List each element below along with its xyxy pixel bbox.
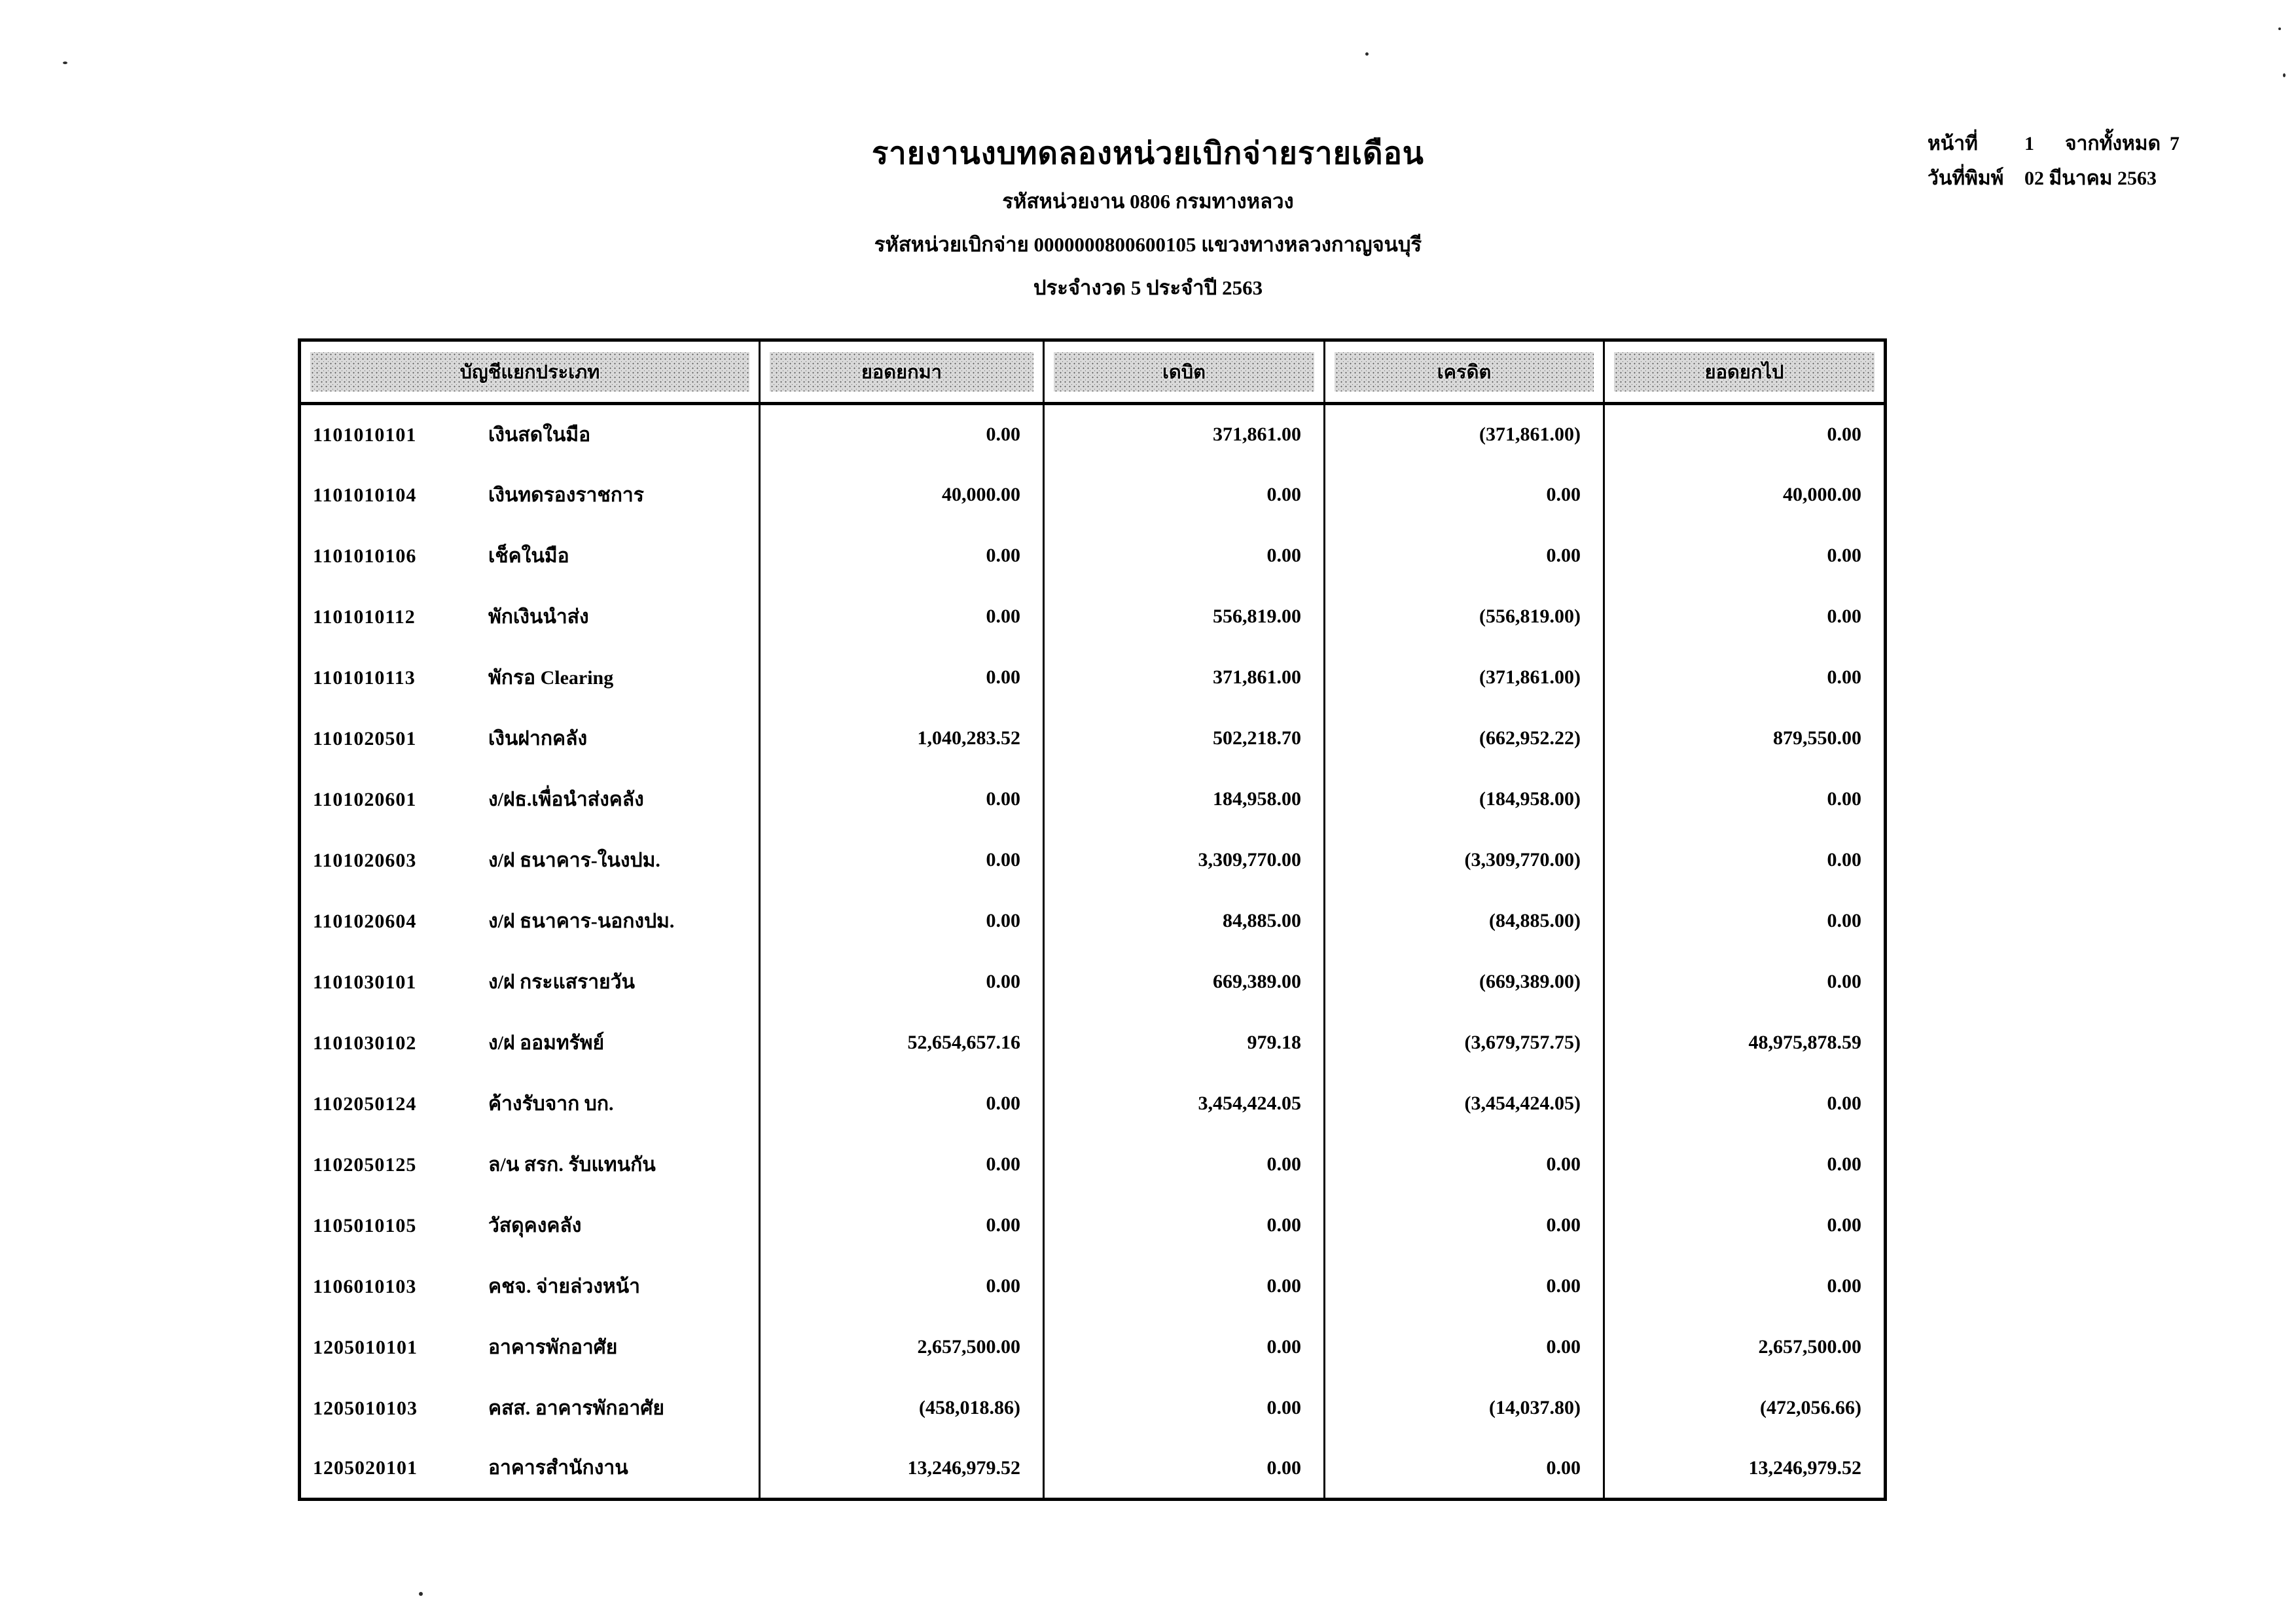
credit-amount: (669,389.00): [1479, 971, 1581, 992]
opening-balance: 0.00: [986, 605, 1020, 627]
account-cell: [300, 891, 760, 952]
account-code: 1102050124: [313, 1092, 417, 1115]
credit-amount-cell: [1325, 952, 1604, 1013]
account-cell: [300, 647, 760, 708]
debit-amount: 0.00: [1266, 1153, 1301, 1175]
closing-balance-cell: [1604, 1317, 1886, 1378]
closing-balance-cell: [1604, 1134, 1886, 1195]
debit-amount: 0.00: [1266, 1397, 1301, 1418]
scan-speck: [2283, 73, 2286, 77]
agency-code-line: รหัสหน่วยงาน 0806 กรมทางหลวง: [1002, 190, 1294, 213]
debit-amount: 0.00: [1266, 1456, 1301, 1479]
account-code: 1101020604: [313, 910, 417, 932]
closing-balance: 0.00: [1827, 424, 1861, 446]
opening-balance: 0.00: [986, 545, 1020, 566]
credit-amount-cell: [1325, 1195, 1604, 1256]
debit-amount: 0.00: [1266, 545, 1301, 566]
debit-amount-cell: [1044, 465, 1325, 526]
account-name: ง/ฝ ธนาคาร-นอกงปม.: [488, 910, 675, 932]
opening-balance: 0.00: [986, 849, 1020, 871]
table-row: [300, 1439, 1886, 1500]
closing-balance: 0.00: [1827, 605, 1861, 627]
credit-amount: (84,885.00): [1489, 910, 1581, 931]
table-row: [300, 1317, 1886, 1378]
credit-amount: (371,861.00): [1479, 424, 1581, 446]
closing-balance-cell: [1604, 1195, 1886, 1256]
opening-balance-cell: [760, 1074, 1044, 1134]
credit-amount-cell: [1325, 647, 1604, 708]
table-row: [300, 586, 1886, 647]
table-header-row: [300, 340, 1886, 404]
account-code: 1101010106: [313, 545, 417, 567]
account-cell: [300, 1378, 760, 1439]
account-code: 1205020101: [313, 1457, 418, 1479]
account-name: เช็คในมือ: [488, 545, 569, 567]
account-name: พักเงินนำส่ง: [488, 605, 589, 628]
account-cell: [300, 1317, 760, 1378]
credit-amount-cell: [1325, 1317, 1604, 1378]
closing-balance: 0.00: [1827, 1092, 1861, 1114]
closing-balance-cell: [1604, 1439, 1886, 1500]
account-code: 1101020501: [313, 727, 417, 749]
debit-amount-cell: [1044, 647, 1325, 708]
opening-balance: 0.00: [986, 1214, 1020, 1236]
debit-amount: 556,819.00: [1213, 605, 1301, 627]
credit-amount-cell: [1325, 1134, 1604, 1195]
account-cell: [300, 952, 760, 1013]
page-info: [1928, 128, 2242, 198]
account-name: วัสดุคงคลัง: [488, 1214, 582, 1236]
table-row: [300, 1256, 1886, 1317]
account-cell: [300, 465, 760, 526]
account-code: 1106010103: [313, 1275, 417, 1297]
scan-speck: [419, 1592, 423, 1596]
column-header-debit: เดบิต: [1054, 352, 1314, 391]
table-row: [300, 952, 1886, 1013]
closing-balance-cell: [1604, 830, 1886, 891]
credit-amount: 0.00: [1546, 1275, 1581, 1297]
account-code: 1102050125: [313, 1153, 417, 1176]
table-body: [300, 404, 1886, 1500]
opening-balance: 0.00: [986, 910, 1020, 931]
opening-balance-cell: [760, 1195, 1044, 1256]
page-number-label: หน้าที่: [1928, 133, 1978, 154]
closing-balance-cell: [1604, 1074, 1886, 1134]
opening-balance-cell: [760, 1439, 1044, 1500]
account-cell: [300, 830, 760, 891]
opening-balance-cell: [760, 1378, 1044, 1439]
credit-amount: 0.00: [1546, 1214, 1581, 1236]
closing-balance: 0.00: [1827, 788, 1861, 810]
account-cell: [300, 404, 760, 465]
credit-amount: 0.00: [1546, 1153, 1581, 1175]
table-row: [300, 891, 1886, 952]
account-code: 1101010101: [313, 424, 417, 446]
debit-amount-cell: [1044, 708, 1325, 769]
debit-amount: 3,309,770.00: [1198, 849, 1301, 871]
debit-amount: 3,454,424.05: [1198, 1092, 1301, 1114]
closing-balance: 879,550.00: [1773, 727, 1861, 749]
column-header-opening-balance: ยอดยกมา: [770, 352, 1033, 391]
print-date-label: วันที่พิมพ์: [1928, 168, 2004, 189]
credit-amount: (3,454,424.05): [1464, 1092, 1581, 1114]
opening-balance-cell: [760, 1256, 1044, 1317]
closing-balance: 0.00: [1827, 971, 1861, 992]
table-row: [300, 1378, 1886, 1439]
credit-amount: 0.00: [1546, 484, 1581, 505]
opening-balance: 2,657,500.00: [917, 1336, 1020, 1358]
credit-amount: 0.00: [1546, 1456, 1581, 1479]
credit-amount-cell: [1325, 1378, 1604, 1439]
trial-balance-table: [298, 338, 1887, 1501]
credit-amount-cell: [1325, 526, 1604, 586]
closing-balance: 48,975,878.59: [1748, 1032, 1861, 1053]
debit-amount: 0.00: [1266, 1214, 1301, 1236]
opening-balance-cell: [760, 769, 1044, 830]
credit-amount: 0.00: [1546, 545, 1581, 566]
column-header-credit: เครดิต: [1335, 352, 1594, 391]
credit-amount-cell: [1325, 708, 1604, 769]
debit-amount-cell: [1044, 1256, 1325, 1317]
opening-balance-cell: [760, 891, 1044, 952]
opening-balance: 0.00: [986, 971, 1020, 992]
report-title: รายงานงบทดลองหน่วยเบิกจ่ายรายเดือน: [872, 137, 1424, 171]
opening-balance: 1,040,283.52: [917, 727, 1020, 749]
debit-amount-cell: [1044, 830, 1325, 891]
account-name: เงินฝากคลัง: [488, 727, 588, 749]
account-name: คชจ. จ่ายล่วงหน้า: [488, 1275, 641, 1297]
account-cell: [300, 1439, 760, 1500]
account-cell: [300, 586, 760, 647]
account-name: อาคารพักอาศัย: [488, 1336, 618, 1358]
closing-balance: 13,246,979.52: [1748, 1456, 1861, 1479]
scan-speck: [2278, 27, 2281, 30]
credit-amount-cell: [1325, 586, 1604, 647]
closing-balance-cell: [1604, 1378, 1886, 1439]
debit-amount: 502,218.70: [1213, 727, 1301, 749]
opening-balance-cell: [760, 465, 1044, 526]
debit-amount: 84,885.00: [1223, 910, 1301, 931]
account-name: ง/ฝธ.เพื่อนำส่งคลัง: [488, 788, 644, 810]
credit-amount-cell: [1325, 1256, 1604, 1317]
closing-balance: 0.00: [1827, 1153, 1861, 1175]
table-row: [300, 526, 1886, 586]
account-code: 1101020603: [313, 849, 417, 871]
account-cell: [300, 769, 760, 830]
account-cell: [300, 1134, 760, 1195]
opening-balance-cell: [760, 1317, 1044, 1378]
account-name: ง/ฝ กระแสรายวัน: [488, 971, 635, 993]
period-line: ประจำงวด 5 ประจำปี 2563: [1033, 276, 1263, 299]
opening-balance-cell: [760, 708, 1044, 769]
account-cell: [300, 526, 760, 586]
opening-balance: 0.00: [986, 666, 1020, 688]
total-pages-value: 7: [2170, 133, 2179, 154]
debit-amount: 0.00: [1266, 484, 1301, 505]
debit-amount-cell: [1044, 404, 1325, 465]
scan-speck: [1365, 52, 1369, 56]
closing-balance-cell: [1604, 1013, 1886, 1074]
closing-balance: (472,056.66): [1760, 1397, 1861, 1418]
credit-amount-cell: [1325, 404, 1604, 465]
closing-balance: 2,657,500.00: [1758, 1336, 1861, 1358]
closing-balance: 0.00: [1827, 849, 1861, 871]
account-code: 1101010112: [313, 605, 416, 628]
opening-balance: 0.00: [986, 1092, 1020, 1114]
closing-balance: 0.00: [1827, 1275, 1861, 1297]
debit-amount-cell: [1044, 1074, 1325, 1134]
credit-amount-cell: [1325, 891, 1604, 952]
closing-balance-cell: [1604, 891, 1886, 952]
table-row: [300, 1074, 1886, 1134]
opening-balance-cell: [760, 1013, 1044, 1074]
account-name: ง/ฝ ออมทรัพย์: [488, 1032, 605, 1054]
closing-balance: 0.00: [1827, 1214, 1861, 1236]
opening-balance: (458,018.86): [919, 1397, 1020, 1418]
debit-amount-cell: [1044, 1134, 1325, 1195]
debit-amount: 979.18: [1247, 1032, 1301, 1053]
opening-balance-cell: [760, 526, 1044, 586]
closing-balance-cell: [1604, 586, 1886, 647]
scan-speck: [63, 62, 67, 64]
closing-balance-cell: [1604, 1256, 1886, 1317]
account-code: 1101030102: [313, 1032, 417, 1054]
opening-balance: 40,000.00: [942, 484, 1020, 505]
debit-amount-cell: [1044, 1317, 1325, 1378]
opening-balance: 13,246,979.52: [907, 1456, 1020, 1479]
opening-balance-cell: [760, 404, 1044, 465]
opening-balance: 0.00: [986, 1153, 1020, 1175]
disbursement-unit-line: รหัสหน่วยเบิกจ่าย 0000000800600105 แขวงทางหลวงกาญจนบุรี: [874, 233, 1422, 256]
closing-balance-cell: [1604, 769, 1886, 830]
account-code: 1101030101: [313, 971, 417, 993]
debit-amount-cell: [1044, 952, 1325, 1013]
debit-amount-cell: [1044, 1013, 1325, 1074]
account-name: คสส. อาคารพักอาศัย: [488, 1397, 665, 1419]
credit-amount: (184,958.00): [1479, 788, 1581, 810]
debit-amount-cell: [1044, 1439, 1325, 1500]
account-code: 1101010113: [313, 666, 416, 689]
debit-amount-cell: [1044, 586, 1325, 647]
closing-balance-cell: [1604, 526, 1886, 586]
debit-amount-cell: [1044, 1378, 1325, 1439]
account-name: ง/ฝ ธนาคาร-ในงปม.: [488, 849, 660, 871]
debit-amount: 184,958.00: [1213, 788, 1301, 810]
table-row: [300, 708, 1886, 769]
closing-balance-cell: [1604, 708, 1886, 769]
account-name: เงินสดในมือ: [488, 424, 591, 446]
account-cell: [300, 1256, 760, 1317]
closing-balance: 0.00: [1827, 666, 1861, 688]
opening-balance-cell: [760, 830, 1044, 891]
column-header-closing-balance: ยอดยกไป: [1614, 352, 1874, 391]
debit-amount: 371,861.00: [1213, 424, 1301, 446]
account-code: 1105010105: [313, 1214, 417, 1236]
debit-amount-cell: [1044, 891, 1325, 952]
table-row: [300, 1195, 1886, 1256]
table-row: [300, 647, 1886, 708]
debit-amount-cell: [1044, 526, 1325, 586]
credit-amount: (3,679,757.75): [1464, 1032, 1581, 1053]
debit-amount-cell: [1044, 769, 1325, 830]
account-name: อาคารสำนักงาน: [488, 1457, 628, 1479]
closing-balance-cell: [1604, 647, 1886, 708]
opening-balance: 52,654,657.16: [907, 1032, 1020, 1053]
account-code: 1101010104: [313, 484, 417, 506]
table-row: [300, 1134, 1886, 1195]
print-date-row: [1928, 163, 2242, 198]
table-row: [300, 1013, 1886, 1074]
closing-balance: 40,000.00: [1783, 484, 1861, 505]
account-cell: [300, 1195, 760, 1256]
debit-amount-cell: [1044, 1195, 1325, 1256]
credit-amount: (14,037.80): [1489, 1397, 1581, 1418]
opening-balance-cell: [760, 647, 1044, 708]
credit-amount-cell: [1325, 1013, 1604, 1074]
table-row: [300, 769, 1886, 830]
credit-amount: 0.00: [1546, 1336, 1581, 1358]
credit-amount: (371,861.00): [1479, 666, 1581, 688]
opening-balance: 0.00: [986, 788, 1020, 810]
opening-balance: 0.00: [986, 424, 1020, 446]
credit-amount-cell: [1325, 830, 1604, 891]
credit-amount: (556,819.00): [1479, 605, 1581, 627]
account-code: 1205010103: [313, 1397, 418, 1419]
closing-balance: 0.00: [1827, 910, 1861, 931]
credit-amount-cell: [1325, 1074, 1604, 1134]
account-cell: [300, 708, 760, 769]
account-name: ล/น สรก. รับแทนกัน: [488, 1153, 656, 1176]
opening-balance-cell: [760, 1134, 1044, 1195]
account-name: เงินทดรองราชการ: [488, 484, 644, 506]
table-row: [300, 830, 1886, 891]
closing-balance-cell: [1604, 465, 1886, 526]
credit-amount: (3,309,770.00): [1464, 849, 1581, 871]
debit-amount: 669,389.00: [1213, 971, 1301, 992]
account-name: พักรอ Clearing: [488, 666, 614, 689]
table-row: [300, 404, 1886, 465]
opening-balance: 0.00: [986, 1275, 1020, 1297]
total-pages-label: จากทั้งหมด: [2065, 133, 2161, 154]
debit-amount: 0.00: [1266, 1275, 1301, 1297]
credit-amount-cell: [1325, 465, 1604, 526]
column-header-account: บัญชีแยกประเภท: [310, 352, 749, 391]
debit-amount: 371,861.00: [1213, 666, 1301, 688]
credit-amount: (662,952.22): [1479, 727, 1581, 749]
closing-balance: 0.00: [1827, 545, 1861, 566]
account-cell: [300, 1074, 760, 1134]
opening-balance-cell: [760, 952, 1044, 1013]
account-code: 1101020601: [313, 788, 417, 810]
account-code: 1205010101: [313, 1336, 418, 1358]
opening-balance-cell: [760, 586, 1044, 647]
table-row: [300, 465, 1886, 526]
debit-amount: 0.00: [1266, 1336, 1301, 1358]
print-date-value: 02 มีนาคม 2563: [2024, 168, 2157, 189]
account-cell: [300, 1013, 760, 1074]
credit-amount-cell: [1325, 769, 1604, 830]
credit-amount-cell: [1325, 1439, 1604, 1500]
closing-balance-cell: [1604, 952, 1886, 1013]
closing-balance-cell: [1604, 404, 1886, 465]
page-number-value: 1: [2024, 133, 2034, 154]
page-number-row: [1928, 128, 2242, 163]
account-name: ค้างรับจาก บก.: [488, 1092, 614, 1115]
